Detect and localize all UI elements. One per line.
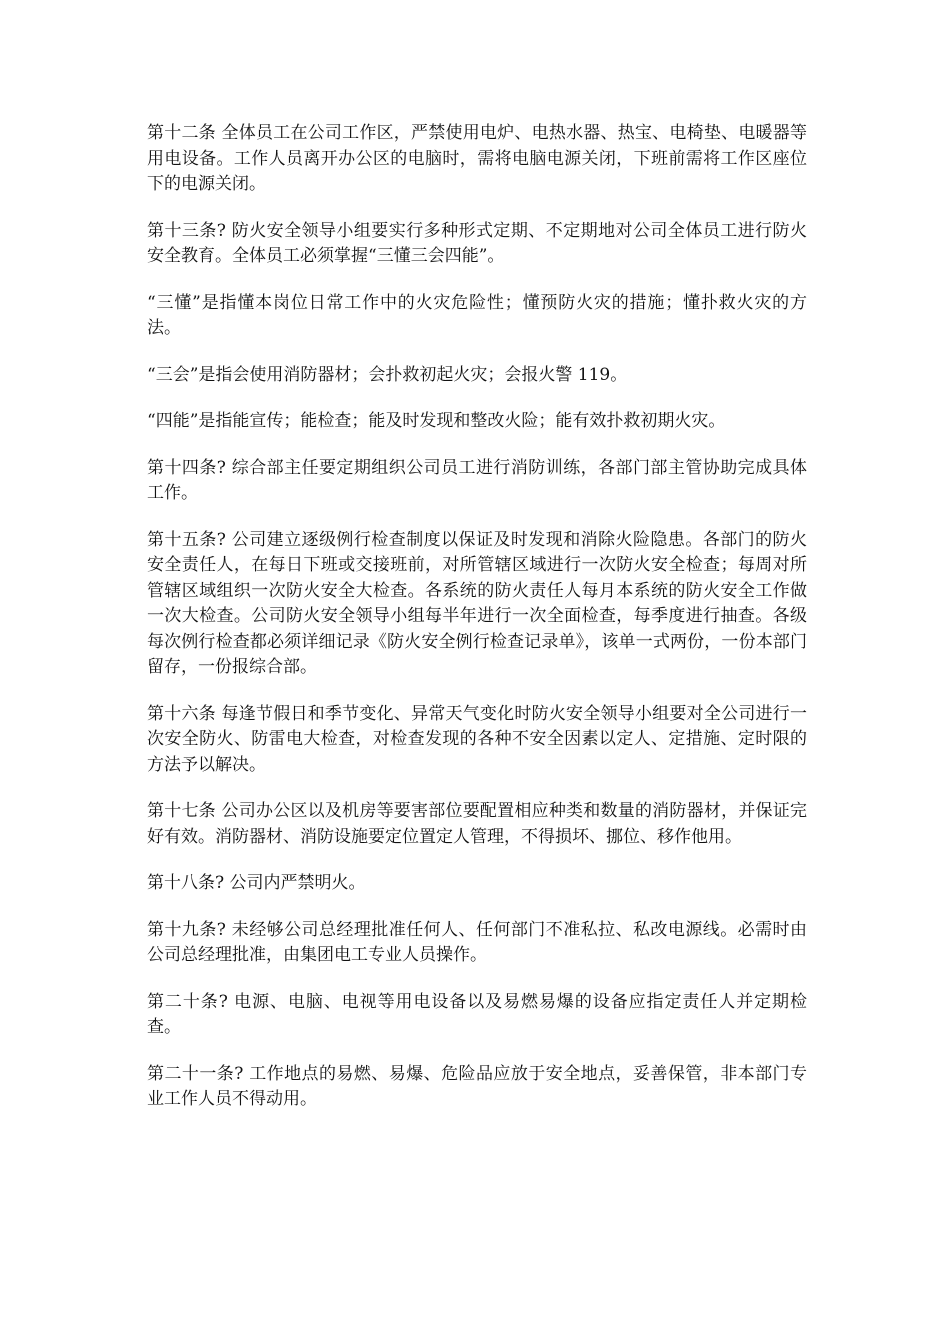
article-16-paragraph: 第十六条 每逢节假日和季节变化、异常天气变化时防火安全领导小组要对全公司进行一次安全防火、防雷电大检查，对检查发现的各种不安全因素以定人、定措施、定时限的方法予以解决。 xyxy=(147,703,807,775)
article-12-paragraph: 第十二条 全体员工在公司工作区，严禁使用电炉、电热水器、热宝、电椅垫、电暖器等用电设备。工作人员离开办公区的电脑时，需将电脑电源关闭，下班前需将工作区座位下的电源关闭。 xyxy=(147,123,807,194)
article-17-paragraph: 第十七条 公司办公区以及机房等要害部位要配置相应种类和数量的消防器材，并保证完好有效。消防器材、消防设施要定位置定人管理，不得损坏、挪位、移作他用。 xyxy=(147,801,807,847)
three-understandings-paragraph: “三懂”是指懂本岗位日常工作中的火灾危险性；懂预防火灾的措施；懂扑救火灾的方法。 xyxy=(147,292,807,338)
article-14-paragraph: 第十四条? 综合部主任要定期组织公司员工进行消防训练，各部门部主管协助完成具体工作。 xyxy=(147,457,807,503)
article-15-paragraph: 第十五条? 公司建立逐级例行检查制度以保证及时发现和消除火险隐患。各部门的防火安全责任人，在每日下班或交接班前，对所管辖区域进行一次防火安全检查；每周对所管辖区域组织一次防火安全大检查。各系统的防火责任人每月本系统的防火安全工作做一次大检查。公司防火安全领导小组每半年进行一次全面检查，每季度进行抽查。各级每次例行检查都必须详细记录《防火安全例行检查记录单》，该单一式两份，一份本部门留存，一份报综合部。 xyxy=(147,529,807,677)
document-body xyxy=(147,121,807,1113)
three-abilities-paragraph: “三会”是指会使用消防器材；会扑救初起火灾；会报火警 119。 xyxy=(147,364,628,385)
article-19-paragraph: 第十九条? 未经够公司总经理批准任何人、任何部门不准私拉、私改电源线。必需时由公司总经理批准，由集团电工专业人员操作。 xyxy=(147,919,807,965)
article-18-paragraph: 第十八条? 公司内严禁明火。 xyxy=(147,873,366,893)
article-20-paragraph: 第二十条? 电源、电脑、电视等用电设备以及易燃易爆的设备应指定责任人并定期检查。 xyxy=(147,991,807,1037)
article-13-paragraph: 第十三条? 防火安全领导小组要实行多种形式定期、不定期地对公司全体员工进行防火安全教育。全体员工必须掌握“三懂三会四能”。 xyxy=(147,220,807,266)
four-capabilities-paragraph: “四能”是指能宣传；能检查；能及时发现和整改火险；能有效扑救初期火灾。 xyxy=(147,411,726,431)
article-21-paragraph: 第二十一条? 工作地点的易燃、易爆、危险品应放于安全地点，妥善保管，非本部门专业工作人员不得动用。 xyxy=(147,1063,807,1109)
